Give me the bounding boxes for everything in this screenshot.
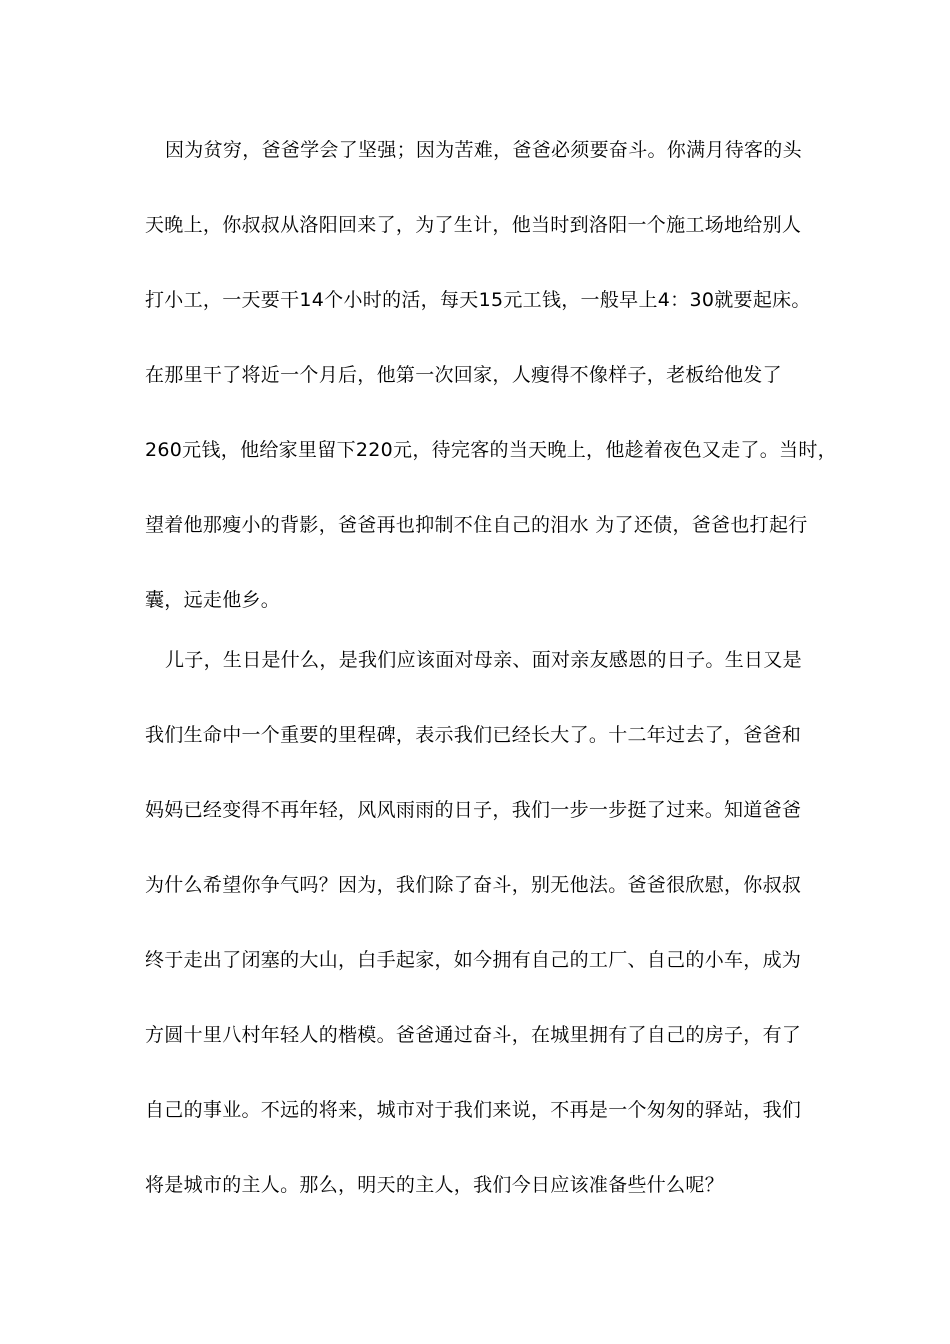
- paragraph-2-line-1: 儿子，生日是什么，是我们应该面对母亲、面对亲友感恩的日子。生日又是: [165, 649, 802, 671]
- paragraph-2-line-4: 为什么希望你争气吗？因为，我们除了奋斗，别无他法。爸爸很欣慰，你叔叔: [145, 874, 802, 896]
- paragraph-1-line-2: 天晚上，你叔叔从洛阳回来了，为了生计，他当时到洛阳一个施工场地给别人: [145, 214, 802, 236]
- paragraph-1-line-3: 打小工，一天要干14个小时的活，每天15元工钱，一般早上4：30就要起床。: [145, 289, 811, 311]
- paragraph-2-line-3: 妈妈已经变得不再年轻，风风雨雨的日子，我们一步一步挺了过来。知道爸爸: [145, 799, 802, 821]
- paragraph-1-line-5: 260元钱，他给家里留下220元，待完客的当天晚上，他趁着夜色又走了。当时，: [145, 439, 837, 461]
- paragraph-2-line-2: 我们生命中一个重要的里程碑，表示我们已经长大了。十二年过去了，爸爸和: [145, 724, 802, 746]
- paragraph-1-line-1: 因为贫穷，爸爸学会了坚强；因为苦难，爸爸必须要奋斗。你满月待客的头: [165, 139, 802, 161]
- paragraph-2-line-7: 自己的事业。不远的将来，城市对于我们来说，不再是一个匆匆的驿站，我们: [145, 1099, 802, 1121]
- paragraph-2-line-5: 终于走出了闭塞的大山，白手起家，如今拥有自己的工厂、自己的小车，成为: [145, 949, 802, 971]
- paragraph-2-line-6: 方圆十里八村年轻人的楷模。爸爸通过奋斗，在城里拥有了自己的房子，有了: [145, 1024, 802, 1046]
- paragraph-2-line-8: 将是城市的主人。那么，明天的主人，我们今日应该准备些什么呢？: [145, 1174, 725, 1196]
- paragraph-1-line-7: 囊，远走他乡。: [145, 589, 281, 611]
- paragraph-1-line-6: 望着他那瘦小的背影，爸爸再也抑制不住自己的泪水 为了还债，爸爸也打起行: [145, 514, 808, 536]
- paragraph-1-line-4: 在那里干了将近一个月后，他第一次回家，人瘦得不像样子，老板给他发了: [145, 364, 782, 386]
